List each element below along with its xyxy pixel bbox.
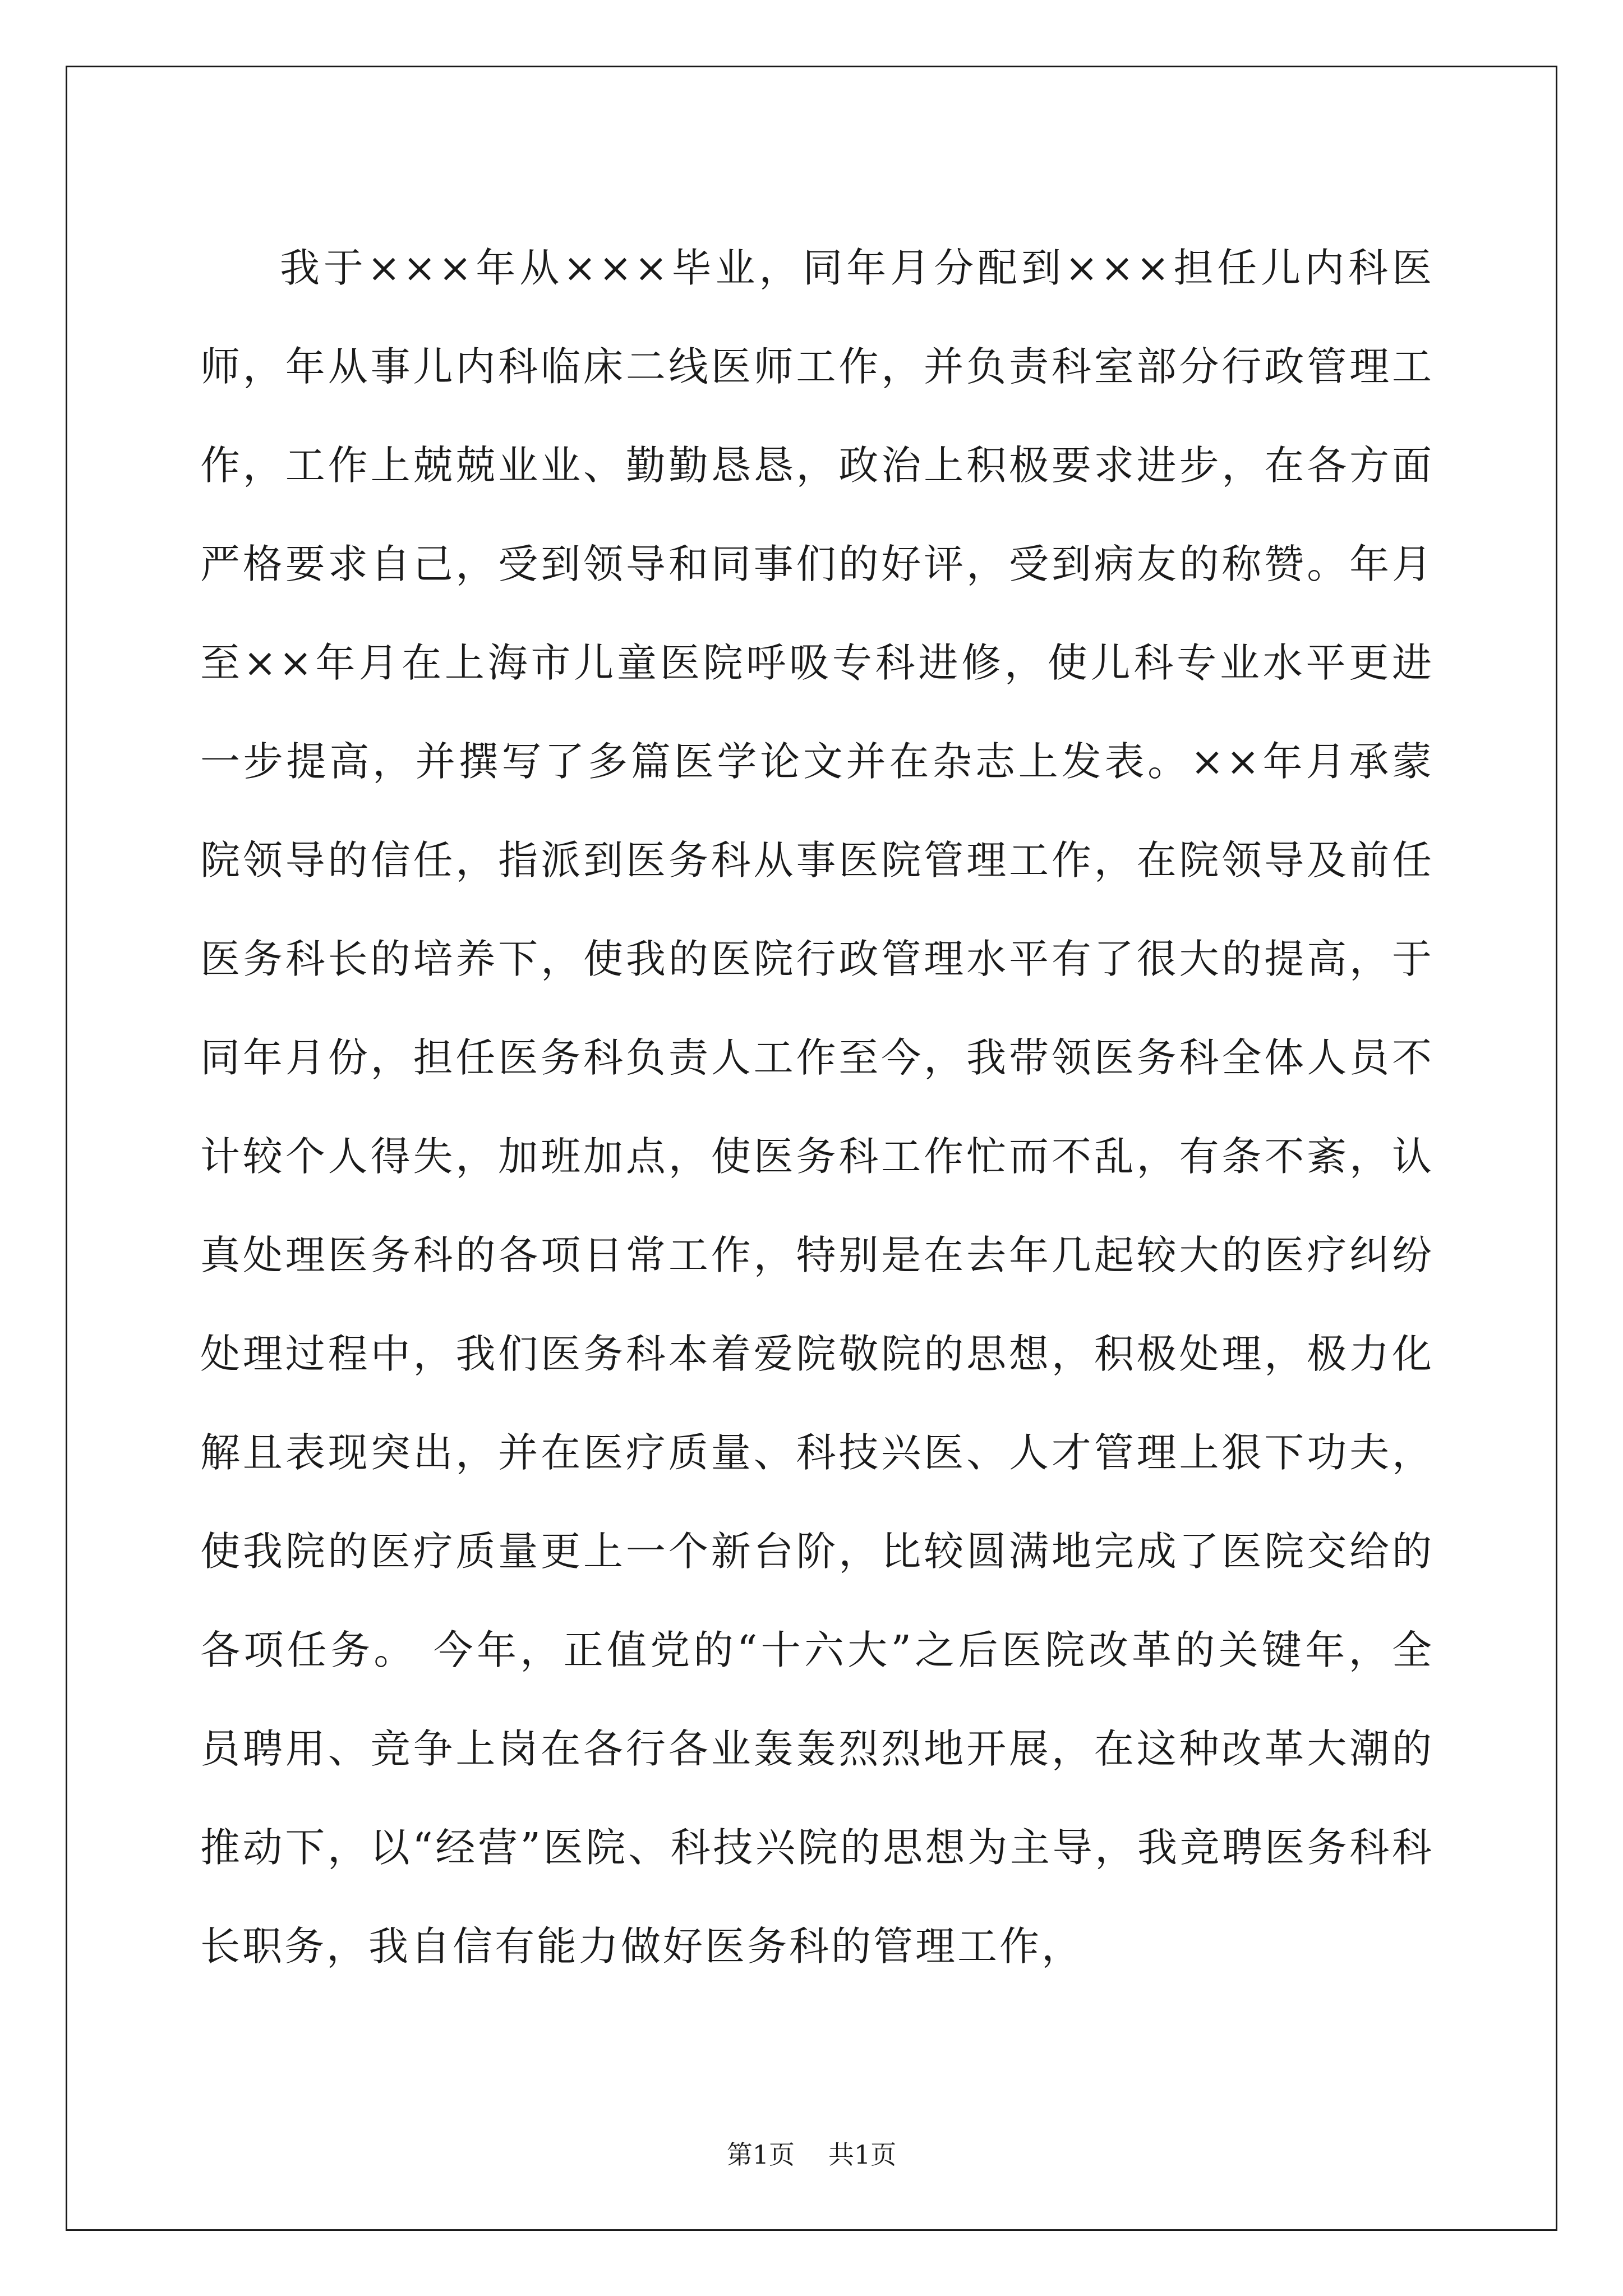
total-pages: 共1页 xyxy=(828,2139,897,2170)
page-footer xyxy=(0,2134,1623,2171)
page-number: 第1页 xyxy=(726,2139,795,2170)
body-paragraph: 我于×××年从×××毕业，同年月分配到×××担任儿内科医师，年从事儿内科临床二线医师工作，并负责科室部分行政管理工作，工作上兢兢业业、勤勤恳恳，政治上积极要求进步，在各方面严格要求自己，受到领导和同事们的好评，受到病友的称赞。年月至××年月在上海市儿童医院呼吸专科进修，使儿科专业水平更进一步提高，并撰写了多篇医学论文并在杂志上发表。××年月承蒙院领导的信任，指派到医务科从事医院管理工作，在院领导及前任医务科长的培养下，使我的医院行政管理水平有了很大的提高，于同年月份，担任医务科负责人工作至今，我带领医务科全体人员不计较个人得失，加班加点，使医务科工作忙而不乱，有条不紊，认真处理医务科的各项日常工作，特别是在去年几起较大的医疗纠纷处理过程中，我们医务科本着爱院敬院的思想，积极处理，极力化解且表现突出，并在医疗质量、科技兴医、人才管理上狠下功夫，使我院的医疗质量更上一个新台阶，比较圆满地完成了医院交给的各项任务。 今年，正值党的“十六大”之后医院改革的关键年，全员聘用、竞争上岗在各行各业轰轰烈烈地开展，在这种改革大潮的推动下，以“经营”医院、科技兴院的思想为主导，我竞聘医务科科长职务，我自信有能力做好医务科的管理工作， xyxy=(200,245,1434,1970)
